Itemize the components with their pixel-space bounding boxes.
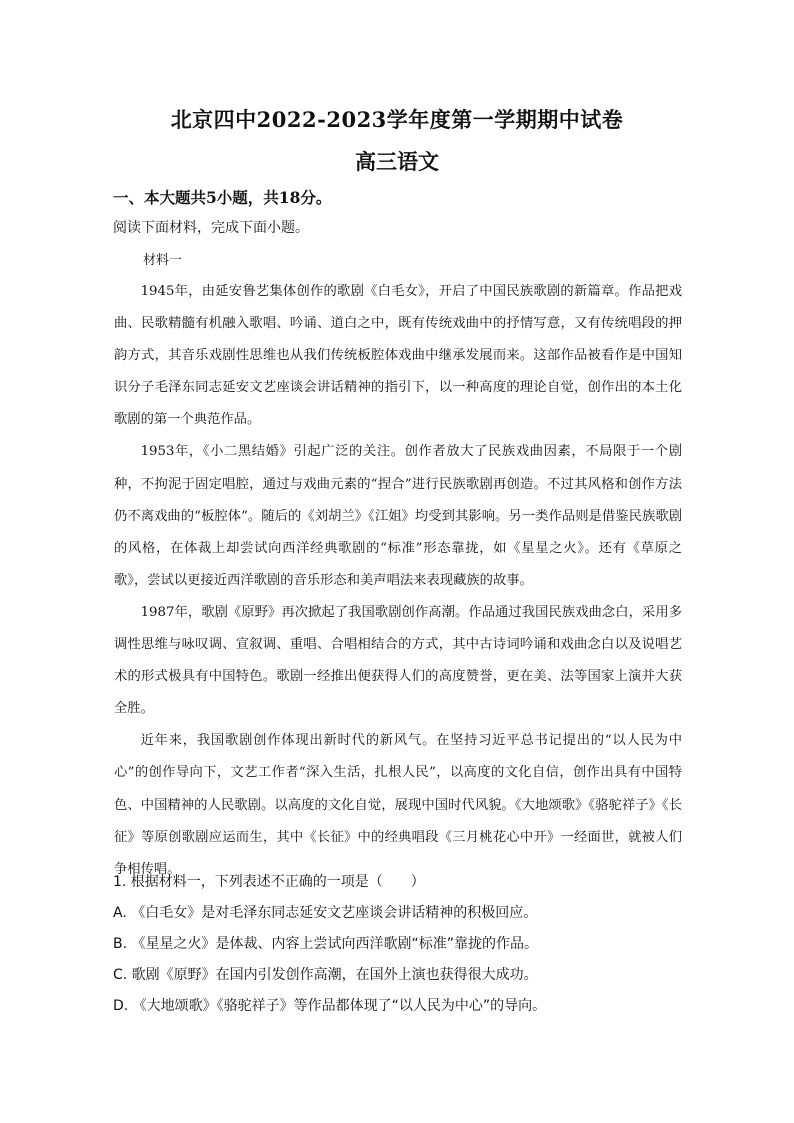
material-body xyxy=(114,276,682,886)
material-paragraph: 1987年，歌剧《原野》再次掀起了我国歌剧创作高潮。作品通过我国民族戏曲念白，采用多调性思维与咏叹调、宣叙调、重唱、合唱相结合的方式，其中古诗词吟诵和戏曲念白以及说唱艺术的形式极具有中国特色。歌剧一经推出便获得人们的高度赞誉，更在美、法等国家上演并大获全胜。 xyxy=(114,604,682,717)
question-stem: 1. 根据材料一，下列表述不正确的一项是（ ） xyxy=(113,874,425,890)
option-a[interactable]: A. 《白毛女》是对毛泽东同志延安文艺座谈会讲话精神的积极回应。 xyxy=(113,905,538,921)
option-c[interactable]: C. 歌剧《原野》在国内引发创作高潮，在国外上演也获得很大成功。 xyxy=(113,967,538,983)
section-heading: 一、本大题共5小题，共18分。 xyxy=(113,188,332,207)
option-d[interactable]: D. 《大地颂歌》《骆驼祥子》等作品都体现了“以人民为中心”的导向。 xyxy=(113,998,547,1014)
section-instruction: 阅读下面材料，完成下面小题。 xyxy=(113,220,309,236)
exam-title: 北京四中2022-2023学年度第一学期期中试卷 xyxy=(170,107,624,132)
material-paragraph: 1945年，由延安鲁艺集体创作的歌剧《白毛女》，开启了中国民族歌剧的新篇章。作品把戏曲、民歌精髓有机融入歌唱、吟诵、道白之中，既有传统戏曲中的抒情写意，又有传统唱段的押韵方式，其音乐戏剧性思维也从我们传统板腔体戏曲中继承发展而来。这部作品被看作是中国知识分子毛泽东同志延安文艺座谈会讲话精神的指引下，以一种高度的理论自觉，创作出的本土化歌剧的第一个典范作品。 xyxy=(114,284,682,428)
question-1 xyxy=(113,872,693,1027)
material-label: 材料一 xyxy=(143,253,183,268)
option-b[interactable]: B. 《星星之火》是体裁、内容上尝试向西洋歌剧“标准”靠拢的作品。 xyxy=(113,936,539,952)
exam-subtitle: 高三语文 xyxy=(355,149,439,174)
material-paragraph: 1953年，《小二黑结婚》引起广泛的关注。创作者放大了民族戏曲因素，不局限于一个剧种，不拘泥于固定唱腔，通过与戏曲元素的“捏合”进行民族歌剧再创造。不过其风格和创作方法仍不离戏曲的“板腔体”。随后的《刘胡兰》《江姐》均受到其影响。另一类作品则是借鉴民族歌剧的风格，在体裁上却尝试向西洋经典歌剧的“标准”形态靠拢，如《星星之火》。还有《草原之歌》，尝试以更接近西洋歌剧的音乐形态和美声唱法来表现藏族的故事。 xyxy=(114,444,682,588)
material-paragraph: 近年来，我国歌剧创作体现出新时代的新风气。在坚持习近平总书记提出的“以人民为中心”的创作导向下，文艺工作者“深入生活，扎根人民”，以高度的文化自信，创作出具有中国特色、中国精神的人民歌剧。以高度的文化自觉，展现中国时代风貌。《大地颂歌》《骆驼祥子》《长征》等原创歌剧应运而生，其中《长征》中的经典唱段《三月桃花心中开》一经面世，就被人们争相传唱。 xyxy=(114,733,682,877)
